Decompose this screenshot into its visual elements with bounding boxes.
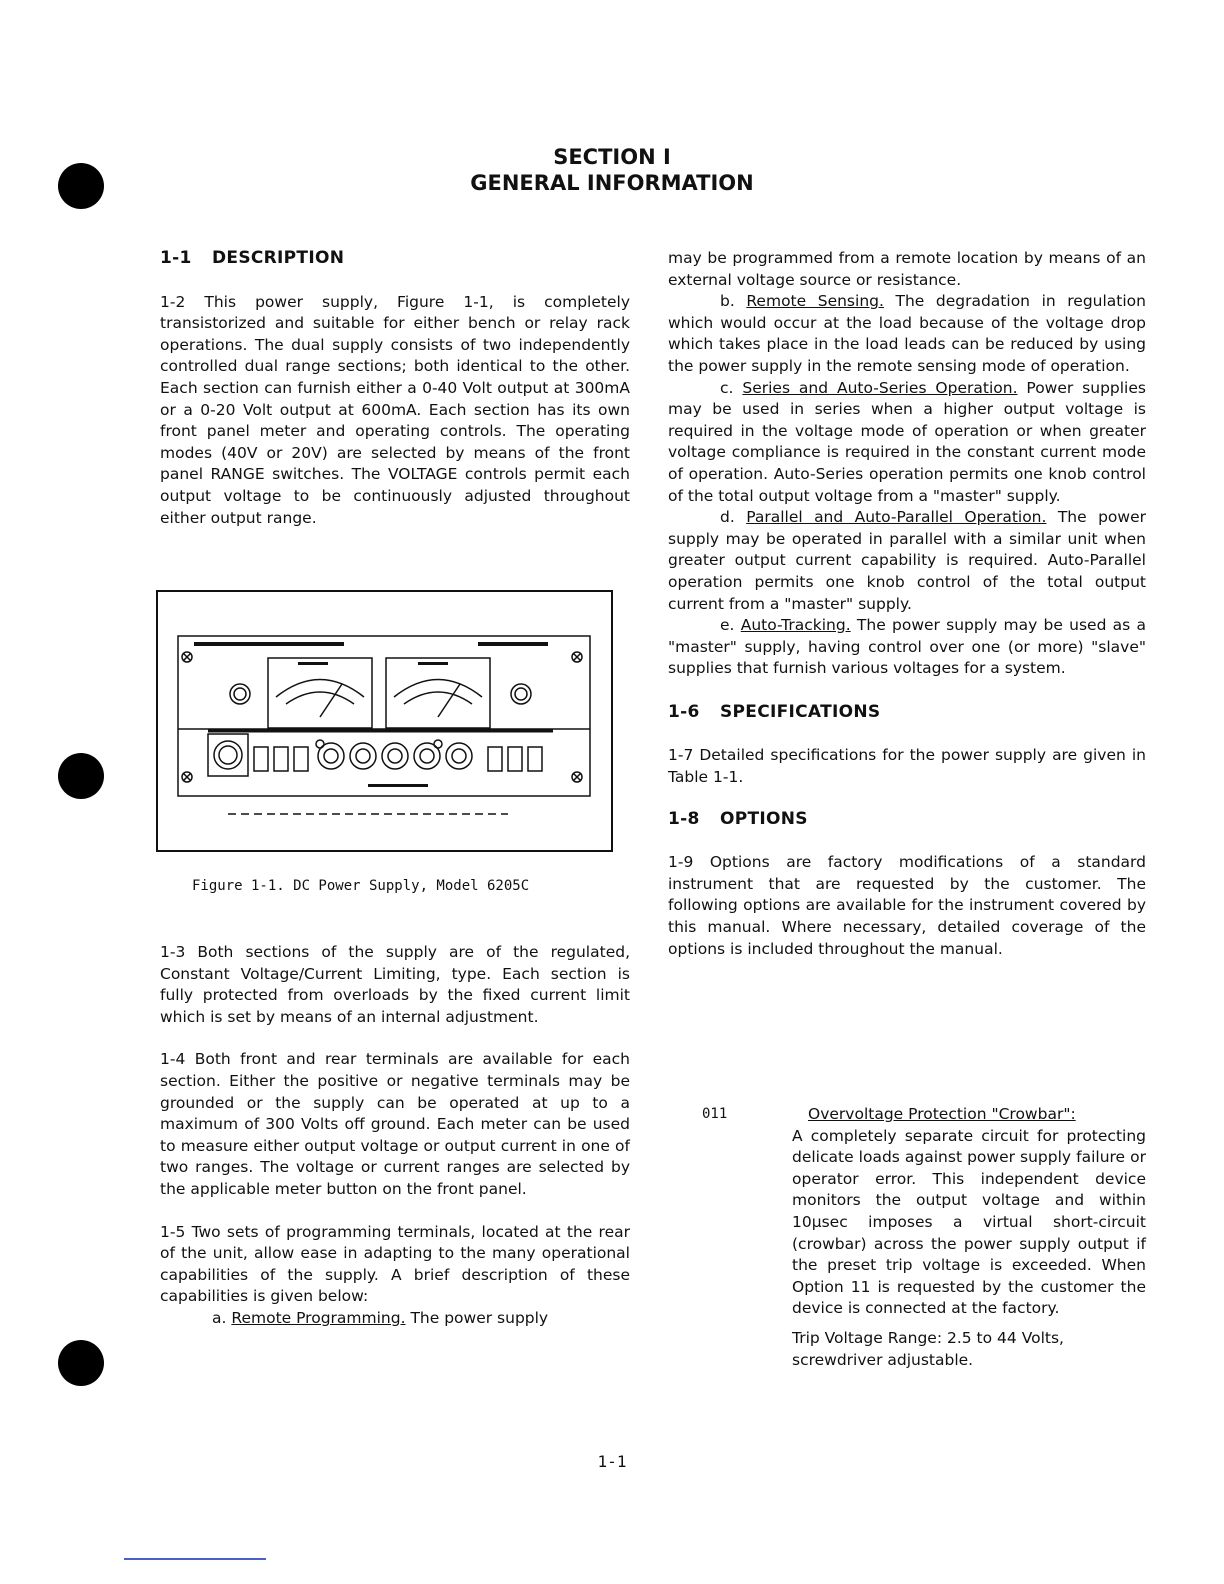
item-d-parallel-operation: d. Parallel and Auto-Parallel Operation. The power supply may be operated in parallel with a similar unit when greater output current capability is required. Auto-Parallel operation permits one knob control of the total output current from a "master" supply. [668, 508, 1146, 613]
paragraph-1-4: 1-4 Both front and rear terminals are available for each section. Either the positive or negative terminals may be grounded or the supply can be operated at up to a maximum of 300 Volts off ground. Each meter can be used to measure either output voltage or output current in one of two ranges. The voltage or current ranges are selected by the applicable meter button on the front panel. [160, 1050, 630, 1198]
section-number: SECTION I [553, 145, 671, 169]
paragraph-1-7: 1-7 Detailed specifications for the power supply are given in Table 1-1. [668, 746, 1146, 787]
trip-voltage-range: Trip Voltage Range: 2.5 to 44 Volts, screwdriver adjustable. [792, 1328, 1064, 1369]
heading-options: 1-8 OPTIONS [668, 808, 808, 829]
page-number: 1-1 [597, 1452, 627, 1471]
paragraph-1-2: 1-2 This power supply, Figure 1-1, is completely transistorized and suitable for either bench or relay rack operations. The dual supply consists of two independently controlled dual range sections; both identical to the other. Each section can furnish either a 0-40 Volt output at 300mA or a 0-20 Volt output at 600mA. Each section has its own front panel meter and operating controls. The operating modes (40V or 20V) are selected by means of the front panel RANGE switches. The VOLTAGE controls permit each output voltage to be continuously adjusted throughout either output range. [160, 292, 630, 527]
right-column [668, 248, 1146, 960]
heading-description: 1-1 DESCRIPTION [160, 248, 345, 268]
option-title: Overvoltage Protection "Crowbar": [808, 1105, 1076, 1123]
binder-hole-middle [58, 753, 104, 799]
option-text: A completely separate circuit for protecting delicate loads against power supply failure or operator error. This independent device monitors the output voltage and within 10μsec imposes a virtual short-circuit (crowbar) across the power supply output if the preset trip voltage is exceeded. When Option 11 is requested by the customer the device is connected at the factory. [792, 1126, 1146, 1318]
item-a-remote-programming: a. Remote Programming. The power supply [212, 1308, 549, 1327]
item-e-auto-tracking: e. Auto-Tracking. The power supply may be used as a "master" supply, having control over one (or more) "slave" supplies that furnish various voltages for a system. [668, 616, 1146, 678]
figure-1-1 [156, 590, 613, 852]
section-title [0, 144, 1224, 196]
section-name: GENERAL INFORMATION [470, 171, 754, 195]
item-c-series-operation: c. Series and Auto-Series Operation. Power supplies may be used in series when a higher output voltage is required in the voltage mode of operation or when greater voltage compliance is required in the constant current mode of operation. Auto-Series operation permits one knob control of the total output voltage from a "master" supply. [668, 378, 1146, 505]
paragraph-1-3: 1-3 Both sections of the supply are of the regulated, Constant Voltage/Current Limiting, type. Each section is fully protected from overloads by the fixed current limit which is set by means of an internal adjustment. [160, 943, 630, 1026]
power-supply-front-panel-illustration [158, 592, 611, 850]
figure-caption: Figure 1-1. DC Power Supply, Model 6205C [192, 878, 530, 894]
left-column-bottom [160, 942, 630, 1330]
paragraph-1-9: 1-9 Options are factory modifications of a standard instrument that are requested by the customer. The following options are available for the instrument covered by this manual. Where necessary, detailed coverage of the options is included throughout the manual. [668, 853, 1146, 958]
footer-rule [124, 1558, 266, 1560]
option-code: 011 [702, 1106, 728, 1122]
option-011-description [792, 1104, 1146, 1371]
left-column-top [160, 248, 630, 529]
paragraph-1-5: 1-5 Two sets of programming terminals, located at the rear of the unit, allow ease in adapting to the many operational capabilities of the supply. A brief description of these capabilities is given below: [160, 1222, 630, 1306]
heading-specifications: 1-6 SPECIFICATIONS [668, 701, 881, 722]
item-a-continued: may be programmed from a remote location by means of an external voltage source or resistance. [668, 249, 1146, 289]
binder-hole-bottom [58, 1340, 104, 1386]
item-b-remote-sensing: b. Remote Sensing. The degradation in regulation which would occur at the load because of the voltage drop which takes place in the load leads can be reduced by using the power supply in the remote sensing mode of operation. [668, 292, 1146, 375]
